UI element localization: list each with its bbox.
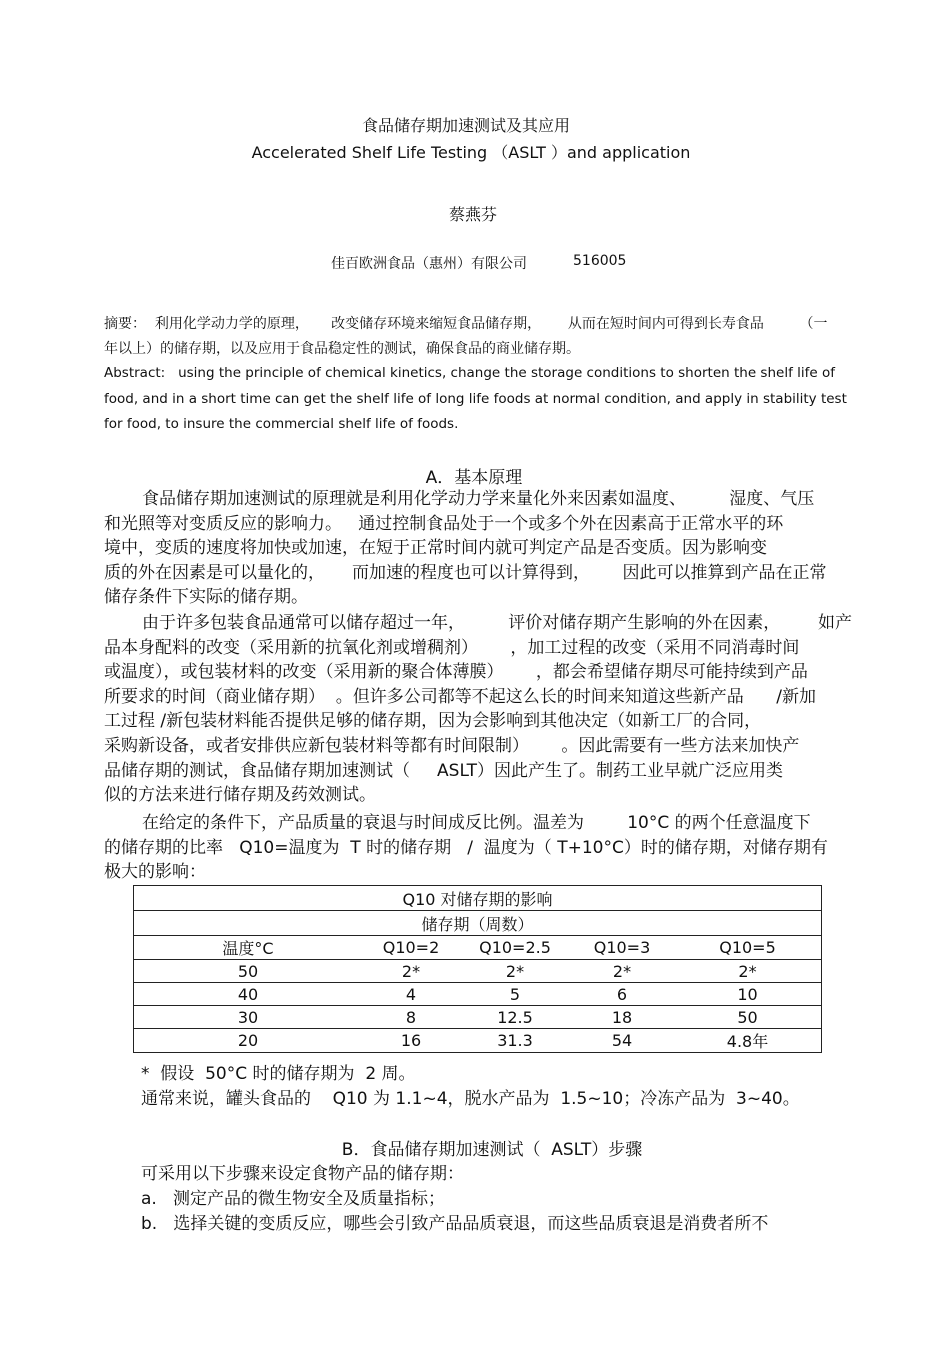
- text-line: 极大的影响：: [104, 862, 206, 883]
- q10-note: 通常来说，罐头食品的 Q10 为 1.1~4，脱水产品为 1.5~10；冷冻产品为 3~40。: [141, 1089, 800, 1109]
- table-cell: 2*: [362, 960, 460, 983]
- table-header-cell: Q10=5: [674, 936, 822, 960]
- section-b-intro: 可采用以下步骤来设定食物产品的储存期：: [141, 1164, 464, 1184]
- section-a-paragraph-1: [104, 487, 848, 610]
- text-line: 和光照等对变质反应的影响力。 通过控制食品处于一个或多个外在因素高于正常水平的环: [104, 513, 784, 534]
- table-cell: 30: [134, 1006, 363, 1029]
- table-header-cell: 温度°C: [134, 936, 363, 960]
- section-a-heading: A．基本原理: [425, 468, 523, 488]
- table-cell: 20: [134, 1029, 363, 1053]
- table-header-cell: Q10=2.5: [460, 936, 570, 960]
- table-row: [134, 1029, 822, 1053]
- abstract-en-line-3: for food, to insure the commercial shelf life of foods.: [104, 416, 459, 432]
- text-line: 的储存期的比率 Q10=温度为 T 时的储存期 / 温度为（ T+10°C）时的储存期，对储存期有: [104, 837, 828, 858]
- table-footnote: * 假设 50°C 时的储存期为 2 周。: [141, 1064, 416, 1084]
- section-a-paragraph-3: [104, 811, 848, 885]
- table-cell: 4.8年: [674, 1029, 822, 1053]
- text-line: 所要求的时间（商业储存期） 。但许多公司都等不起这么长的时间来知道这些新产品 /新加: [104, 686, 816, 707]
- step-a: a. 测定产品的微生物安全及质量指标；: [141, 1189, 446, 1209]
- table-cell: 5: [460, 983, 570, 1006]
- table-header-row: [134, 936, 822, 960]
- table-cell: 2*: [570, 960, 674, 983]
- table-cell: 6: [570, 983, 674, 1006]
- table-cell: 8: [362, 1006, 460, 1029]
- text-line: 或温度），或包装材料的改变（采用新的聚合体薄膜） ，都会希望储存期尽可能持续到产品: [104, 662, 808, 683]
- table-header-cell: Q10=2: [362, 936, 460, 960]
- table-cell: 10: [674, 983, 822, 1006]
- table-header-cell: Q10=3: [570, 936, 674, 960]
- text-line: 在给定的条件下，产品质量的衰退与时间成反比例。温差为 10°C 的两个任意温度下: [142, 813, 811, 833]
- q10-table: [133, 885, 822, 1053]
- table-cell: 54: [570, 1029, 674, 1053]
- page-title-english: Accelerated Shelf Life Testing （ASLT ）and application: [251, 143, 691, 162]
- text-line: 储存条件下实际的储存期。: [104, 587, 308, 608]
- postcode: 516005: [573, 253, 627, 269]
- table-row: [134, 960, 822, 983]
- author: 蔡燕芬: [448, 205, 497, 224]
- table-cell: 2*: [674, 960, 822, 983]
- text-line: 采购新设备，或者安排供应新包装材料等都有时间限制） 。因此需要有一些方法来加快产: [104, 735, 800, 756]
- abstract-cn-line-1: 摘要： 利用化学动力学的原理， 改变储存环境来缩短食品储存期， 从而在短时间内可得到长寿食品 （一: [104, 316, 828, 332]
- text-line: 工过程 /新包装材料能否提供足够的储存期，因为会影响到其他决定（如新工厂的合同，: [104, 711, 762, 732]
- text-line: 由于许多包装食品通常可以储存超过一年， 评价对储存期产生影响的外在因素， 如产: [142, 613, 853, 633]
- text-line: 质的外在因素是可以量化的， 而加速的程度也可以计算得到， 因此可以推算到产品在正常: [104, 562, 827, 583]
- text-line: 品储存期的测试，食品储存期加速测试（ ASLT）因此产生了。制药工业早就广泛应用类: [104, 760, 783, 781]
- table-row: [134, 983, 822, 1006]
- table-cell: 2*: [460, 960, 570, 983]
- table-cell: 40: [134, 983, 363, 1006]
- abstract-cn-line-2: 年以上）的储存期，以及应用于食品稳定性的测试，确保食品的商业储存期。: [104, 341, 580, 357]
- text-line: 食品储存期加速测试的原理就是利用化学动力学来量化外来因素如温度、 湿度、气压: [142, 489, 815, 509]
- text-line: 境中，变质的速度将加快或加速，在短于正常时间内就可判定产品是否变质。因为影响变: [104, 538, 767, 559]
- table-cell: 50: [674, 1006, 822, 1029]
- table-subtitle: 储存期（周数）: [134, 911, 822, 936]
- abstract-en-line-2: food, and in a short time can get the shelf life of long life foods at normal condition, and apply in stability test: [104, 391, 847, 407]
- table-cell: 4: [362, 983, 460, 1006]
- page-title: 食品储存期加速测试及其应用: [361, 116, 570, 135]
- section-b-heading: B．食品储存期加速测试（ ASLT）步骤: [341, 1140, 643, 1160]
- table-cell: 12.5: [460, 1006, 570, 1029]
- table-cell: 31.3: [460, 1029, 570, 1053]
- table-cell: 18: [570, 1006, 674, 1029]
- table-title: Q10 对储存期的影响: [134, 886, 822, 911]
- step-b: b. 选择关键的变质反应，哪些会引致产品品质衰退，而这些品质衰退是消费者所不: [141, 1214, 769, 1234]
- affiliation: 佳百欧洲食品（惠州）有限公司: [331, 256, 527, 272]
- table-row: [134, 1006, 822, 1029]
- abstract-en-line-1: Abstract: using the principle of chemical kinetics, change the storage conditions to shorten the shelf life of: [104, 365, 835, 381]
- text-line: 品本身配料的改变（采用新的抗氧化剂或增稠剂） ，加工过程的改变（采用不同消毒时间: [104, 637, 800, 658]
- table-cell: 50: [134, 960, 363, 983]
- table-cell: 16: [362, 1029, 460, 1053]
- section-a-paragraph-2: [104, 611, 853, 808]
- text-line: 似的方法来进行储存期及药效测试。: [104, 785, 376, 806]
